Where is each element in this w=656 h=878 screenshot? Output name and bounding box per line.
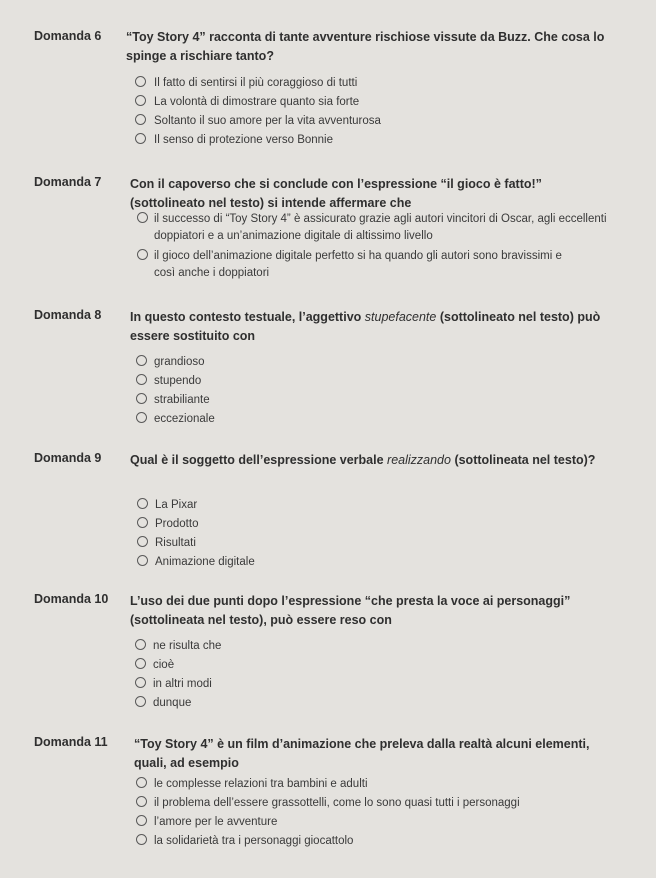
option-label: Il fatto di sentirsi il più coraggioso di tutti [154,77,358,89]
option-label: cioè [153,659,175,671]
option-label: il successo di “Toy Story 4” è assicurato grazie agli autori vincitori di Oscar, agli eccellenti doppiatori e a un’animazione digitale di altissimo livello [154,213,607,242]
option-label: dunque [153,697,192,709]
option-label: l’amore per le avventure [154,816,278,828]
question-text: L’uso dei due punti dopo l’espressione “che presta la voce ai personaggi” (sottolineata nel testo), può essere reso con [130,594,571,627]
option-row[interactable] [0,113,656,129]
options-list [0,211,656,285]
radio-button[interactable] [137,517,148,528]
option-label: Il senso di protezione verso Bonnie [154,134,333,146]
radio-button[interactable] [135,76,146,87]
option-label: Animazione digitale [155,556,255,568]
option-label: Soltanto il suo amore per la vita avventurosa [154,115,381,127]
radio-button[interactable] [135,133,146,144]
radio-button[interactable] [136,393,147,404]
option-label: stupendo [154,375,202,387]
question-text: Con il capoverso che si conclude con l’espressione “il gioco è fatto!” (sottolineato nel testo) si intende affermare che [130,177,542,210]
question-text-italic: stupefacente [364,310,437,324]
question-text-before: In questo contesto testuale, l’aggettivo [130,310,365,324]
option-row[interactable] [0,497,656,513]
option-row[interactable] [0,795,656,811]
radio-button[interactable] [137,536,148,547]
option-label: Prodotto [155,518,199,530]
radio-button[interactable] [136,355,147,366]
option-row[interactable] [0,554,656,570]
option-label: eccezionale [154,413,215,425]
question-text: “Toy Story 4” racconta di tante avventure rischiose vissute da Buzz. Che cosa lo spinge a rischiare tanto? [126,30,605,63]
radio-button[interactable] [135,677,146,688]
radio-button[interactable] [137,498,148,509]
option-label: ne risulta che [153,640,222,652]
options-list [0,638,656,714]
radio-button[interactable] [135,696,146,707]
radio-button[interactable] [136,412,147,423]
option-row[interactable] [0,373,656,389]
option-row[interactable] [0,657,656,673]
question-label: Domanda 7 [34,175,102,189]
radio-button[interactable] [135,658,146,669]
question-text: “Toy Story 4” è un film d’animazione che preleva dalla realtà alcuni elementi, quali, ad esempio [134,737,590,770]
question-text-italic: realizzando [387,453,451,467]
option-row[interactable] [0,75,656,91]
option-row[interactable] [0,94,656,110]
radio-button[interactable] [135,639,146,650]
radio-button[interactable] [136,777,147,788]
option-row[interactable] [0,676,656,692]
option-label: le complesse relazioni tra bambini e adulti [154,778,368,790]
question-text-before: Qual è il soggetto dell’espressione verbale [130,453,388,467]
question-label: Domanda 9 [34,451,102,465]
option-row[interactable] [0,516,656,532]
question-text [130,308,616,346]
option-label: la solidarietà tra i personaggi giocattolo [154,835,354,847]
radio-button[interactable] [135,95,146,106]
option-row[interactable] [0,392,656,408]
option-label: La Pixar [155,499,198,511]
options-list [0,776,656,852]
options-list [0,497,656,573]
option-row[interactable] [0,638,656,654]
option-label: il gioco dell’animazione digitale perfetto si ha quando gli autori sono bravissimi e così anche i doppiatori [154,250,562,279]
radio-button[interactable] [137,249,148,260]
radio-button[interactable] [136,374,147,385]
radio-button[interactable] [136,796,147,807]
question-text [130,451,616,470]
option-label: La volontà di dimostrare quanto sia forte [154,96,360,108]
option-row[interactable] [0,695,656,711]
question-text-after: (sottolineata nel testo)? [450,453,596,467]
question-label: Domanda 8 [34,308,102,322]
question-label: Domanda 10 [34,592,109,606]
option-label: il problema dell’essere grassottelli, come lo sono quasi tutti i personaggi [154,797,520,809]
options-list [0,75,656,151]
option-row[interactable] [0,411,656,427]
radio-button[interactable] [137,555,148,566]
option-label: Risultati [155,537,196,549]
option-row[interactable] [0,132,656,148]
radio-button[interactable] [137,212,148,223]
options-list [0,354,656,430]
option-row[interactable] [0,211,656,245]
option-row[interactable] [0,248,656,282]
question-label: Domanda 11 [34,735,108,749]
option-row[interactable] [0,776,656,792]
option-label: grandioso [154,356,205,368]
question-label: Domanda 6 [34,29,102,43]
radio-button[interactable] [136,834,147,845]
option-label: in altri modi [153,678,212,690]
option-row[interactable] [0,354,656,370]
option-row[interactable] [0,814,656,830]
question-text-after: (sottolineato nel testo) può essere sostituito con [130,310,601,343]
radio-button[interactable] [135,114,146,125]
option-row[interactable] [0,833,656,849]
option-label: strabiliante [154,394,210,406]
option-row[interactable] [0,535,656,551]
radio-button[interactable] [136,815,147,826]
